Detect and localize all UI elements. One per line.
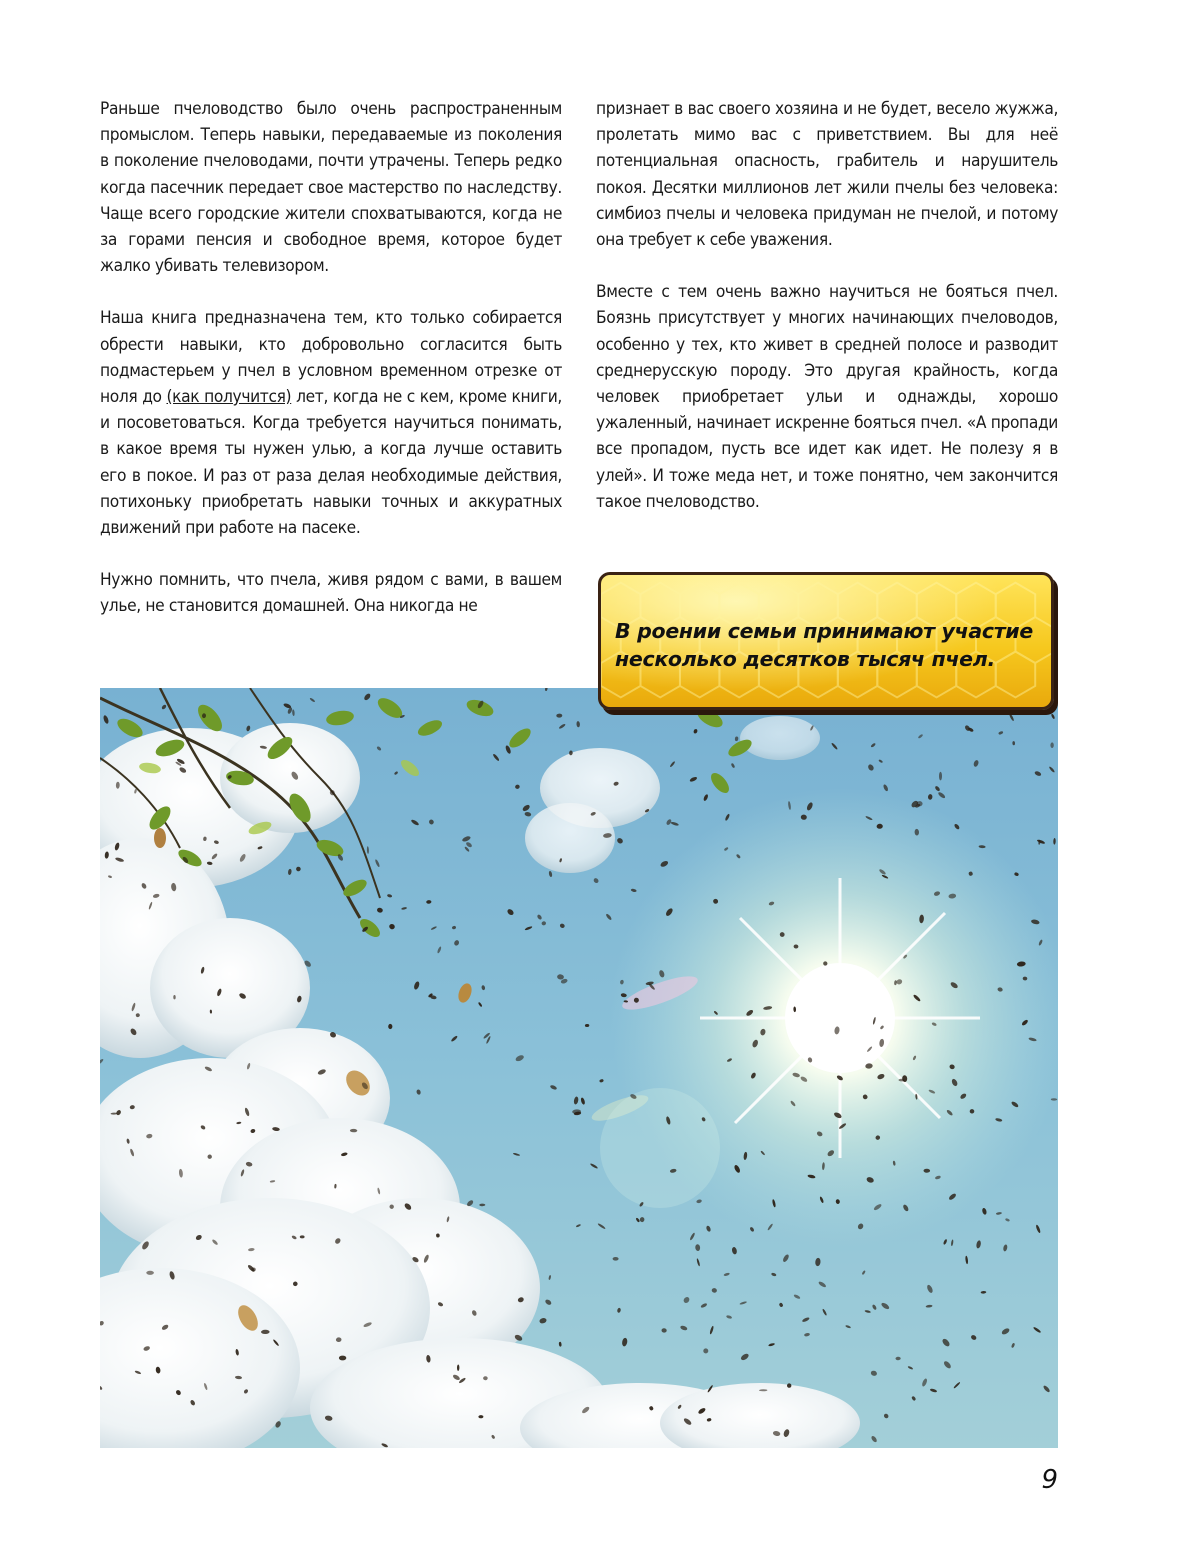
paragraph-text: Наша книга предназначена тем, кто только собирается обрести навыки, кто добровольно согласится быть подмастерьем у пчел в условном временном отрезке от ноля до — [100, 308, 562, 408]
bee-dot — [146, 1271, 154, 1275]
paragraph-text: лет, когда не с кем, кроме книги, и посоветоваться. Когда требуется научиться понимать, в какое время ты нужен улью, а когда лучше оставить его в покое. И раз от раза делая необходимые действия, потихоньку приобретать навыки точных и аккуратных движений при работе на пасеке. — [100, 387, 562, 539]
bee-dot — [478, 1415, 483, 1418]
bee-swarm-photo — [100, 688, 1058, 1448]
bee-dot — [339, 1356, 346, 1361]
page-number: 9 — [1041, 1465, 1058, 1495]
callout-box — [598, 572, 1054, 710]
callout-line: несколько десятков тысяч пчел. — [615, 647, 995, 671]
bee-dot — [939, 772, 942, 781]
underlined-phrase: (как получится) — [166, 387, 292, 408]
paragraph: Раньше пчеловодство было очень распространенным промыслом. Теперь навыки, передаваемые из поколения в поколение пчеловодами, почти утрачены. Теперь редко когда пасечник передает свое мастерство по наследству. Чаще всего городские жители спохватываются, когда не за горами пенсия и свободное время, которое будет жалко убивать телевизором. — [100, 99, 562, 277]
text-column-left — [100, 96, 562, 646]
photo-illustration — [100, 688, 1058, 1448]
callout-line: В роении семьи принимают участие — [615, 619, 1033, 643]
paragraph: признает в вас своего хозяина и не будет, весело жужжа, пролетать мимо вас с приветствием. Вы для неё потенциальная опасность, грабитель и нарушитель покоя. Десятки миллионов лет жили пчелы без человека: симбиоз пчелы и человека придуман не пчелой, и потому она требует к себе уважения. — [596, 99, 1058, 251]
paragraph: Нужно помнить, что пчела, живя рядом с вами, в вашем улье, не становится домашней. Она никогда не — [100, 570, 562, 617]
text-column-right — [596, 96, 1058, 541]
bee-dot — [300, 1235, 305, 1238]
paragraph: Вместе с тем очень важно научиться не бояться пчел. Боязнь присутствует у многих начинающих пчеловодов, особенно у тех, кто живет в средней полосе и разводит среднерусскую породу. Это другая крайность, когда человек приобретает ульи и однажды, хорошо ужаленный, начинает искренне бояться пчел. «А пропади все пропадом, пусть все идет как идет. Не полезу я в улей». И тоже меда нет, и тоже понятно, чем закончится такое пчеловодство. — [596, 282, 1058, 512]
bee-dot — [613, 1257, 619, 1261]
callout-text — [615, 617, 1045, 673]
paragraph — [100, 305, 562, 541]
